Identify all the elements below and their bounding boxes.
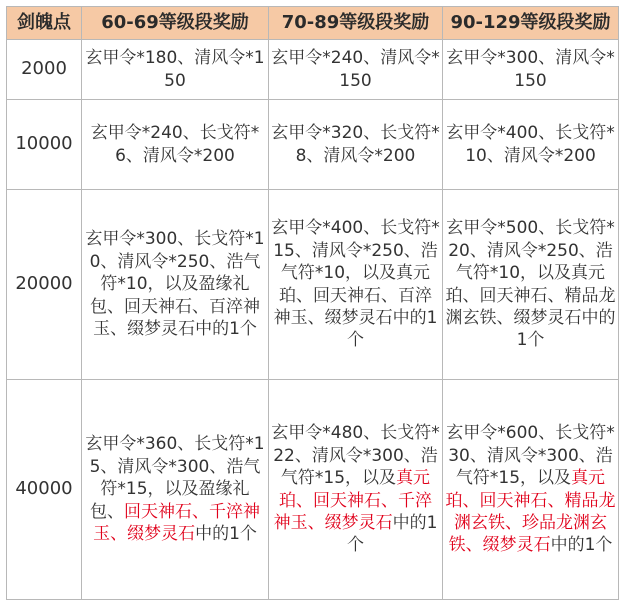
header-level-60-69: 60-69等级段奖励 (82, 7, 269, 40)
reward-text: 玄甲令*360、长戈符*15、清风令*300、浩气符*15，以及盈缘礼包、 (85, 434, 265, 522)
rewards-table (6, 6, 619, 600)
reward-cell (269, 40, 443, 100)
points-cell: 10000 (7, 100, 82, 190)
reward-cell (82, 380, 269, 600)
header-row (7, 7, 619, 40)
table-row (7, 190, 619, 380)
reward-text-tail: 中的1个 (347, 512, 438, 556)
points-cell: 40000 (7, 380, 82, 600)
points-cell: 2000 (7, 40, 82, 100)
highlighted-reward-text: 真元珀、回天神石、千淬神玉、缀梦灵石 (273, 468, 432, 533)
table-row (7, 380, 619, 600)
reward-cell (269, 380, 443, 600)
reward-text: 玄甲令*180、清风令*150 (85, 48, 265, 91)
reward-cell (443, 100, 619, 190)
header-points: 剑魄点 (7, 7, 82, 40)
reward-text-tail: 中的1个 (195, 524, 257, 545)
points-cell: 20000 (7, 190, 82, 380)
header-level-90-129: 90-129等级段奖励 (443, 7, 619, 40)
reward-text: 玄甲令*400、长戈符*15、清风令*250、浩气符*10，以及真元珀、回天神石、百淬神玉、缀梦灵石中的1个 (271, 218, 440, 351)
reward-cell (269, 100, 443, 190)
reward-text: 玄甲令*240、清风令*150 (271, 48, 440, 91)
highlighted-reward-text: 真元珀、回天神石、精品龙渊玄铁、珍品龙渊玄铁、缀梦灵石 (445, 468, 616, 556)
reward-cell (82, 40, 269, 100)
reward-cell (443, 40, 619, 100)
header-level-70-89: 70-89等级段奖励 (269, 7, 443, 40)
reward-text: 玄甲令*500、长戈符*20、清风令*250、浩气符*10，以及真元珀、回天神石、精品龙渊玄铁、缀梦灵石中的1个 (445, 218, 616, 351)
table-row (7, 40, 619, 100)
reward-text: 玄甲令*600、长戈符*30、清风令*300、浩气符*15，以及 (446, 423, 615, 489)
reward-cell (443, 380, 619, 600)
reward-text: 玄甲令*400、长戈符*10、清风令*200 (446, 123, 615, 166)
reward-text-tail: 中的1个 (550, 535, 613, 556)
reward-cell (443, 190, 619, 380)
reward-cell (82, 190, 269, 380)
reward-text: 玄甲令*240、长戈符*6、清风令*200 (90, 123, 260, 166)
reward-text: 玄甲令*300、清风令*150 (446, 48, 615, 91)
highlighted-reward-text: 回天神石、千淬神玉、缀梦灵石 (93, 501, 260, 545)
reward-text: 玄甲令*480、长戈符*22、清风令*300、浩气符*15，以及 (271, 423, 440, 489)
table-row (7, 100, 619, 190)
reward-cell (82, 100, 269, 190)
reward-cell (269, 190, 443, 380)
reward-text: 玄甲令*320、长戈符*8、清风令*200 (271, 123, 440, 166)
reward-text: 玄甲令*300、长戈符*10、清风令*250、浩气符*10，以及盈缘礼包、回天神石、百淬神玉、缀梦灵石中的1个 (85, 229, 265, 340)
